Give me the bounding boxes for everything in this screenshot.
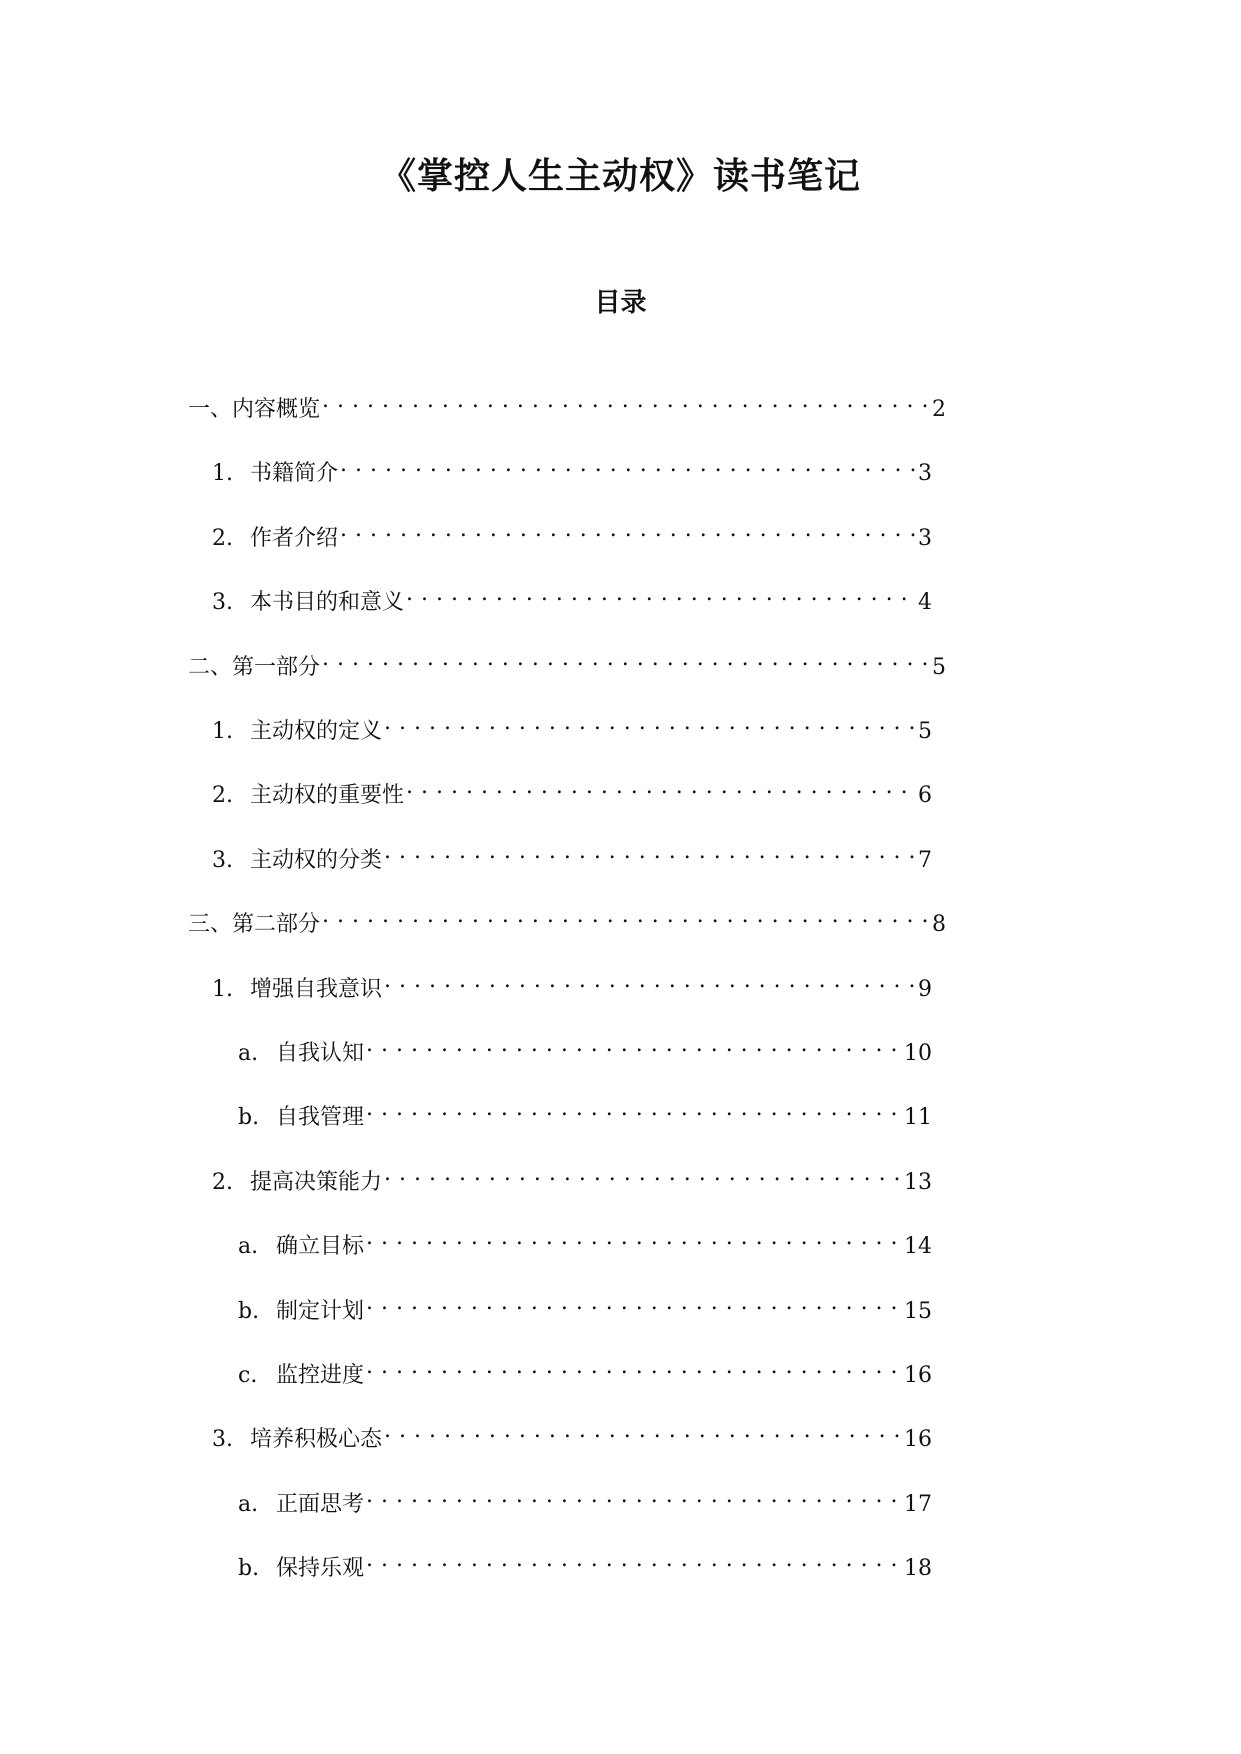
toc-entry-number: 1. [212,977,233,1002]
toc-entry-label: 作者介绍 [250,526,339,551]
toc-entry-page-number: 16 [904,1363,932,1388]
toc-entry-label: 保持乐观 [276,1556,365,1581]
toc-entry[interactable] [238,1094,932,1130]
toc-entry-number: 二、 [188,655,233,680]
toc-entry-number: 1. [212,461,233,486]
toc-dot-leader [322,386,930,416]
toc-entry-number: 2. [212,526,233,551]
toc-entry-label: 主动权的重要性 [250,783,405,808]
toc-entry-page-number: 5 [932,655,946,680]
toc-entry-number: 三、 [188,912,233,937]
toc-entry-number: 3. [212,1427,233,1452]
toc-entry[interactable] [238,1481,932,1517]
toc-dot-leader [366,1352,902,1382]
toc-entry-page-number: 5 [918,719,932,744]
toc-entry-page-number: 10 [904,1041,932,1066]
toc-entry-number: 2. [212,783,233,808]
toc-entry-page-number: 18 [904,1556,932,1581]
toc-entry-label: 提高决策能力 [250,1170,383,1195]
toc-entry-label: 书籍简介 [250,461,339,486]
toc-dot-leader [384,837,916,867]
toc-entry[interactable] [238,1030,932,1066]
toc-dot-leader [384,1159,902,1189]
toc-entry[interactable] [212,515,932,551]
toc-entry-page-number: 2 [932,397,946,422]
toc-entry-page-number: 6 [918,783,932,808]
toc-dot-leader [366,1545,902,1575]
toc-dot-leader [366,1223,902,1253]
toc-entry-label: 自我认知 [276,1041,365,1066]
toc-dot-leader [340,515,916,545]
toc-entry-page-number: 13 [904,1170,932,1195]
toc-entry-number: 1. [212,719,233,744]
toc-entry[interactable] [212,837,932,873]
toc-dot-leader [384,708,916,738]
toc-entry[interactable] [238,1223,932,1259]
toc-entry-label: 确立目标 [276,1234,365,1259]
toc-entry-label: 增强自我意识 [250,977,383,1002]
toc-dot-leader [366,1094,902,1124]
toc-entry-page-number: 16 [904,1427,932,1452]
toc-dot-leader [366,1481,902,1511]
toc-entry-number: b. [238,1299,260,1324]
toc-entry[interactable] [238,1545,932,1581]
toc-dot-leader [340,450,916,480]
toc-entry-label: 本书目的和意义 [250,590,405,615]
toc-entry-page-number: 4 [918,590,932,615]
toc-entry[interactable] [212,1416,932,1452]
toc-entry-label: 培养积极心态 [250,1427,383,1452]
toc-entry-label: 第一部分 [232,655,321,680]
toc-entry[interactable] [238,1352,932,1388]
toc-entry-number: c. [238,1363,258,1388]
toc-entry-label: 制定计划 [276,1299,365,1324]
toc-entry-page-number: 8 [932,912,946,937]
toc-entry[interactable] [212,579,932,615]
toc-dot-leader [366,1030,902,1060]
toc-entry[interactable] [212,966,932,1002]
toc-dot-leader [322,901,930,931]
toc-entry-label: 监控进度 [276,1363,365,1388]
toc-entry-number: 3. [212,848,233,873]
toc-entry-number: b. [238,1556,260,1581]
toc-entry[interactable] [212,772,932,808]
toc-entry-page-number: 3 [918,461,932,486]
document-title: 《掌控人生主动权》读书笔记 [379,155,861,197]
toc-entry-page-number: 9 [918,977,932,1002]
toc-entry[interactable] [188,901,946,937]
toc-entry-page-number: 3 [918,526,932,551]
toc-entry-number: b. [238,1105,260,1130]
toc-dot-leader [322,644,930,674]
toc-dot-leader [366,1288,902,1318]
toc-entry-page-number: 17 [904,1492,932,1517]
toc-entry-number: a. [238,1492,259,1517]
toc-entry-label: 主动权的定义 [250,719,383,744]
toc-dot-leader [406,579,916,609]
toc-entry-page-number: 14 [904,1234,932,1259]
toc-entry[interactable] [188,386,946,422]
toc-entry-label: 主动权的分类 [250,848,383,873]
toc-dot-leader [384,1416,902,1446]
toc-entry-label: 正面思考 [276,1492,365,1517]
toc-entry-page-number: 15 [904,1299,932,1324]
toc-entry-label: 内容概览 [232,397,321,422]
toc-entry[interactable] [188,644,946,680]
toc-entry[interactable] [212,708,932,744]
toc-dot-leader [406,772,916,802]
toc-entry[interactable] [212,1159,932,1195]
toc-dot-leader [384,966,916,996]
toc-entry-label: 第二部分 [232,912,321,937]
toc-entry-page-number: 7 [918,848,932,873]
toc-entry-number: 2. [212,1170,233,1195]
toc-entry-label: 自我管理 [276,1105,365,1130]
toc-entry-number: a. [238,1041,259,1066]
toc-entry-number: 3. [212,590,233,615]
toc-entry[interactable] [238,1288,932,1324]
toc-entry-number: a. [238,1234,259,1259]
toc-entry-page-number: 11 [904,1105,932,1130]
toc-entry[interactable] [212,450,932,486]
toc-entry-number: 一、 [188,397,233,422]
toc-heading: 目录 [594,288,647,318]
